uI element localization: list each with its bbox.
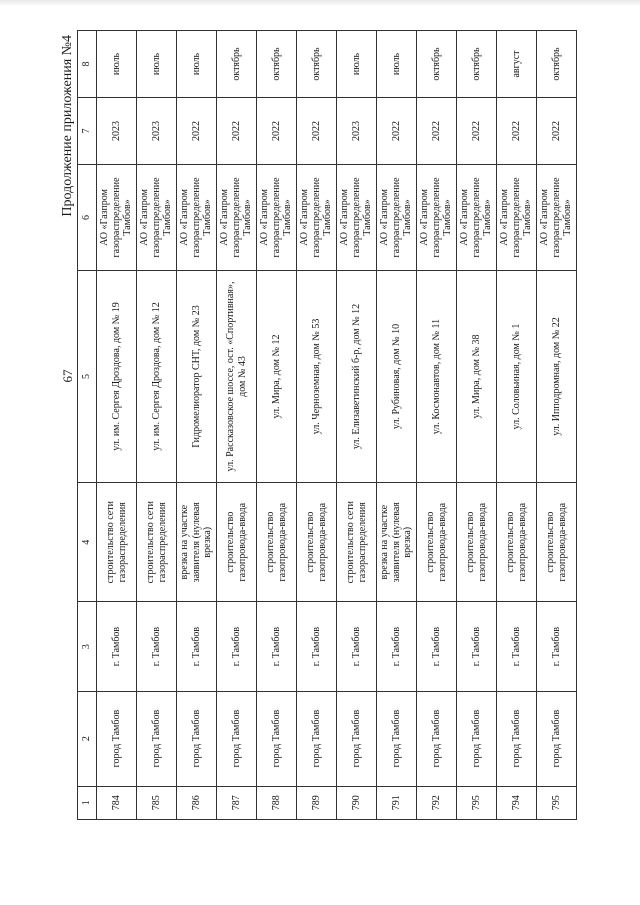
work-type-cell: врезка на участке заявителя (нулевая врезка) <box>177 483 217 602</box>
organization-cell: АО «Газпром газораспределение Тамбов» <box>297 164 337 270</box>
month-cell: октябрь <box>457 31 497 98</box>
organization-cell: АО «Газпром газораспределение Тамбов» <box>497 164 537 270</box>
month-cell: июль <box>177 31 217 98</box>
settlement-cell: г. Тамбов <box>497 602 537 691</box>
table-row <box>337 31 377 820</box>
year-cell: 2022 <box>257 98 297 165</box>
organization-cell: АО «Газпром газораспределение Тамбов» <box>177 164 217 270</box>
municipality-cell: город Тамбов <box>417 691 457 786</box>
address-cell: ул. им. Сергея Дроздова, дом № 12 <box>137 270 177 482</box>
settlement-cell: г. Тамбов <box>377 602 417 691</box>
table-row <box>177 31 217 820</box>
municipality-cell: город Тамбов <box>497 691 537 786</box>
month-cell: август <box>497 31 537 98</box>
column-number-header: 4 <box>78 483 97 602</box>
work-type-cell: строительство газопровода-ввода <box>537 483 577 602</box>
table-row <box>497 31 537 820</box>
table-row <box>537 31 577 820</box>
year-cell: 2023 <box>337 98 377 165</box>
settlement-cell: г. Тамбов <box>217 602 257 691</box>
row-number-cell: 787 <box>217 786 257 819</box>
year-cell: 2022 <box>457 98 497 165</box>
work-type-cell: строительство сети газораспределения <box>337 483 377 602</box>
work-type-cell: строительство сети газораспределения <box>137 483 177 602</box>
column-number-header: 1 <box>78 786 97 819</box>
column-number-row <box>78 31 97 820</box>
row-number-cell: 786 <box>177 786 217 819</box>
row-number-cell: 795 <box>537 786 577 819</box>
work-type-cell: строительство газопровода-ввода <box>497 483 537 602</box>
column-number-header: 3 <box>78 602 97 691</box>
year-cell: 2022 <box>377 98 417 165</box>
column-number-header: 5 <box>78 270 97 482</box>
settlement-cell: г. Тамбов <box>337 602 377 691</box>
municipality-cell: город Тамбов <box>257 691 297 786</box>
settlement-cell: г. Тамбов <box>257 602 297 691</box>
table-row <box>217 31 257 820</box>
row-number-cell: 794 <box>497 786 537 819</box>
month-cell: октябрь <box>537 31 577 98</box>
month-cell: октябрь <box>257 31 297 98</box>
organization-cell: АО «Газпром газораспределение Тамбов» <box>97 164 137 270</box>
municipality-cell: город Тамбов <box>457 691 497 786</box>
page-number: 67 <box>60 369 75 383</box>
settlement-cell: г. Тамбов <box>97 602 137 691</box>
municipality-cell: город Тамбов <box>377 691 417 786</box>
municipality-cell: город Тамбов <box>297 691 337 786</box>
address-cell: ул. Черноземная, дом № 53 <box>297 270 337 482</box>
table-row <box>257 31 297 820</box>
work-type-cell: строительство газопровода-ввода <box>457 483 497 602</box>
municipality-cell: город Тамбов <box>217 691 257 786</box>
column-number-header: 7 <box>78 98 97 165</box>
row-number-cell: 792 <box>417 786 457 819</box>
table-row <box>417 31 457 820</box>
address-cell: ул. им. Сергея Дроздова, дом № 19 <box>97 270 137 482</box>
year-cell: 2022 <box>177 98 217 165</box>
work-type-cell: строительство газопровода-ввода <box>297 483 337 602</box>
column-number-header: 2 <box>78 691 97 786</box>
work-type-cell: врезка на участке заявителя (нулевая врезка) <box>377 483 417 602</box>
row-number-cell: 784 <box>97 786 137 819</box>
row-number-cell: 795 <box>457 786 497 819</box>
table-row <box>137 31 177 820</box>
settlement-cell: г. Тамбов <box>137 602 177 691</box>
organization-cell: АО «Газпром газораспределение Тамбов» <box>257 164 297 270</box>
settlement-cell: г. Тамбов <box>457 602 497 691</box>
address-cell: ул. Рассказовское шоссе, ост. «Спортивная», дом № 43 <box>217 270 257 482</box>
municipality-cell: город Тамбов <box>337 691 377 786</box>
municipality-cell: город Тамбов <box>137 691 177 786</box>
row-number-cell: 785 <box>137 786 177 819</box>
row-number-cell: 791 <box>377 786 417 819</box>
table-body <box>97 31 577 820</box>
address-cell: ул. Мира, дом № 38 <box>457 270 497 482</box>
month-cell: июль <box>97 31 137 98</box>
municipality-cell: город Тамбов <box>97 691 137 786</box>
row-number-cell: 790 <box>337 786 377 819</box>
year-cell: 2022 <box>537 98 577 165</box>
work-type-cell: строительство газопровода-ввода <box>217 483 257 602</box>
settlement-cell: г. Тамбов <box>417 602 457 691</box>
organization-cell: АО «Газпром газораспределение Тамбов» <box>377 164 417 270</box>
month-cell: октябрь <box>217 31 257 98</box>
organization-cell: АО «Газпром газораспределение Тамбов» <box>137 164 177 270</box>
work-type-cell: строительство газопровода-ввода <box>257 483 297 602</box>
gasification-registry-table <box>77 30 577 820</box>
address-cell: ул. Елизаветинский б-р, дом № 12 <box>337 270 377 482</box>
year-cell: 2022 <box>297 98 337 165</box>
work-type-cell: строительство газопровода-ввода <box>417 483 457 602</box>
municipality-cell: город Тамбов <box>537 691 577 786</box>
row-number-cell: 788 <box>257 786 297 819</box>
appendix-continuation-label: Продолжение приложения №4 <box>60 35 75 217</box>
organization-cell: АО «Газпром газораспределение Тамбов» <box>217 164 257 270</box>
settlement-cell: г. Тамбов <box>177 602 217 691</box>
month-cell: июль <box>137 31 177 98</box>
address-cell: ул. Ипподромная, дом № 22 <box>537 270 577 482</box>
address-cell: ул. Мира, дом № 12 <box>257 270 297 482</box>
address-cell: Гидромелиоратор СНТ, дом № 23 <box>177 270 217 482</box>
column-number-header: 6 <box>78 164 97 270</box>
month-cell: июль <box>337 31 377 98</box>
column-number-header: 8 <box>78 31 97 98</box>
municipality-cell: город Тамбов <box>177 691 217 786</box>
month-cell: октябрь <box>417 31 457 98</box>
settlement-cell: г. Тамбов <box>537 602 577 691</box>
work-type-cell: строительство сети газораспределения <box>97 483 137 602</box>
address-cell: ул. Соловьиная, дом № 1 <box>497 270 537 482</box>
organization-cell: АО «Газпром газораспределение Тамбов» <box>417 164 457 270</box>
month-cell: июль <box>377 31 417 98</box>
year-cell: 2023 <box>137 98 177 165</box>
settlement-cell: г. Тамбов <box>297 602 337 691</box>
year-cell: 2022 <box>217 98 257 165</box>
year-cell: 2023 <box>97 98 137 165</box>
address-cell: ул. Рубиновая, дом № 10 <box>377 270 417 482</box>
table-row <box>457 31 497 820</box>
organization-cell: АО «Газпром газораспределение Тамбов» <box>457 164 497 270</box>
table-row <box>377 31 417 820</box>
organization-cell: АО «Газпром газораспределение Тамбов» <box>537 164 577 270</box>
address-cell: ул. Космонавтов, дом № 11 <box>417 270 457 482</box>
organization-cell: АО «Газпром газораспределение Тамбов» <box>337 164 377 270</box>
table-row <box>297 31 337 820</box>
year-cell: 2022 <box>497 98 537 165</box>
row-number-cell: 789 <box>297 786 337 819</box>
table-row <box>97 31 137 820</box>
month-cell: октябрь <box>297 31 337 98</box>
year-cell: 2022 <box>417 98 457 165</box>
